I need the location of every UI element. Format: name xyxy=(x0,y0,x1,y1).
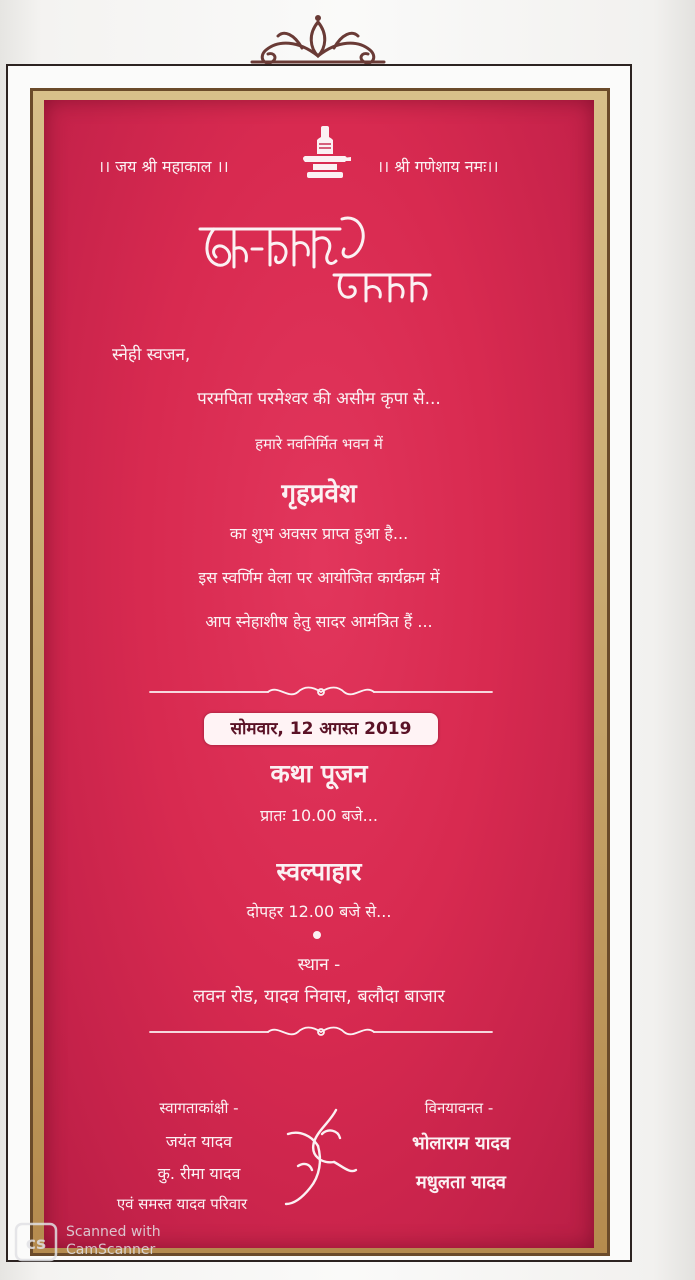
svg-text:cs: cs xyxy=(25,1234,47,1254)
ganesha-line-art-icon xyxy=(278,1104,362,1208)
ornamental-divider-top xyxy=(148,682,494,702)
venue-address: लवन रोड, यादव निवास, बलौदा बाजार xyxy=(193,986,445,1007)
welcome-host-3: एवं समस्त यादव परिवार xyxy=(116,1195,248,1213)
shivling-icon xyxy=(299,124,351,186)
event-date-badge: सोमवार, 12 अगस्त 2019 xyxy=(204,713,438,745)
event-refreshment-title: स्वल्पाहार xyxy=(276,857,362,886)
event-katha-pujan-time: प्रातः 10.00 बजे... xyxy=(260,806,378,825)
watermark-line-1: Scanned with xyxy=(66,1224,161,1240)
griha-pravesh-calligraphy-title xyxy=(190,205,450,315)
camscanner-logo-icon xyxy=(14,1222,58,1262)
scanner-watermark-text xyxy=(66,1223,206,1259)
welcome-host-2: कु. रीमा यादव xyxy=(157,1164,241,1183)
invocation-left: ।। जय श्री महाकाल ।। xyxy=(98,157,229,176)
venue-label: स्थान - xyxy=(297,955,341,975)
welcome-host-1: जयंत यादव xyxy=(165,1132,233,1151)
body-line-6: आप स्नेहाशीष हेतु सादर आमंत्रित हैं ... xyxy=(205,612,433,631)
greeting: स्नेही स्वजन, xyxy=(112,345,191,365)
ornamental-divider-bottom xyxy=(148,1022,494,1042)
invocation-right: ।। श्री गणेशाय नमः।। xyxy=(377,157,499,176)
humble-host-2: मधुलता यादव xyxy=(416,1172,506,1193)
event-refreshment-time: दोपहर 12.00 बजे से... xyxy=(246,902,392,921)
top-flourish-ornament xyxy=(238,10,398,72)
body-line-1: परमपिता परमेश्वर की असीम कृपा से... xyxy=(197,389,441,409)
event-katha-pujan-title: कथा पूजन xyxy=(270,759,368,788)
body-line-5: इस स्वर्णिम वेला पर आयोजित कार्यक्रम में xyxy=(198,568,440,587)
griha-pravesh-heading: गृहप्रवेश xyxy=(281,479,357,509)
welcome-hosts-label: स्वागताकांक्षी - xyxy=(159,1099,239,1117)
humble-host-1: भोलाराम यादव xyxy=(412,1133,510,1154)
body-line-2: हमारे नवनिर्मित भवन में xyxy=(255,435,383,453)
body-line-4: का शुभ अवसर प्राप्त हुआ है... xyxy=(229,524,409,543)
humble-hosts-label: विनयावनत - xyxy=(424,1099,494,1117)
bullet-dot xyxy=(313,931,321,939)
watermark-line-2: CamScanner xyxy=(66,1242,156,1258)
